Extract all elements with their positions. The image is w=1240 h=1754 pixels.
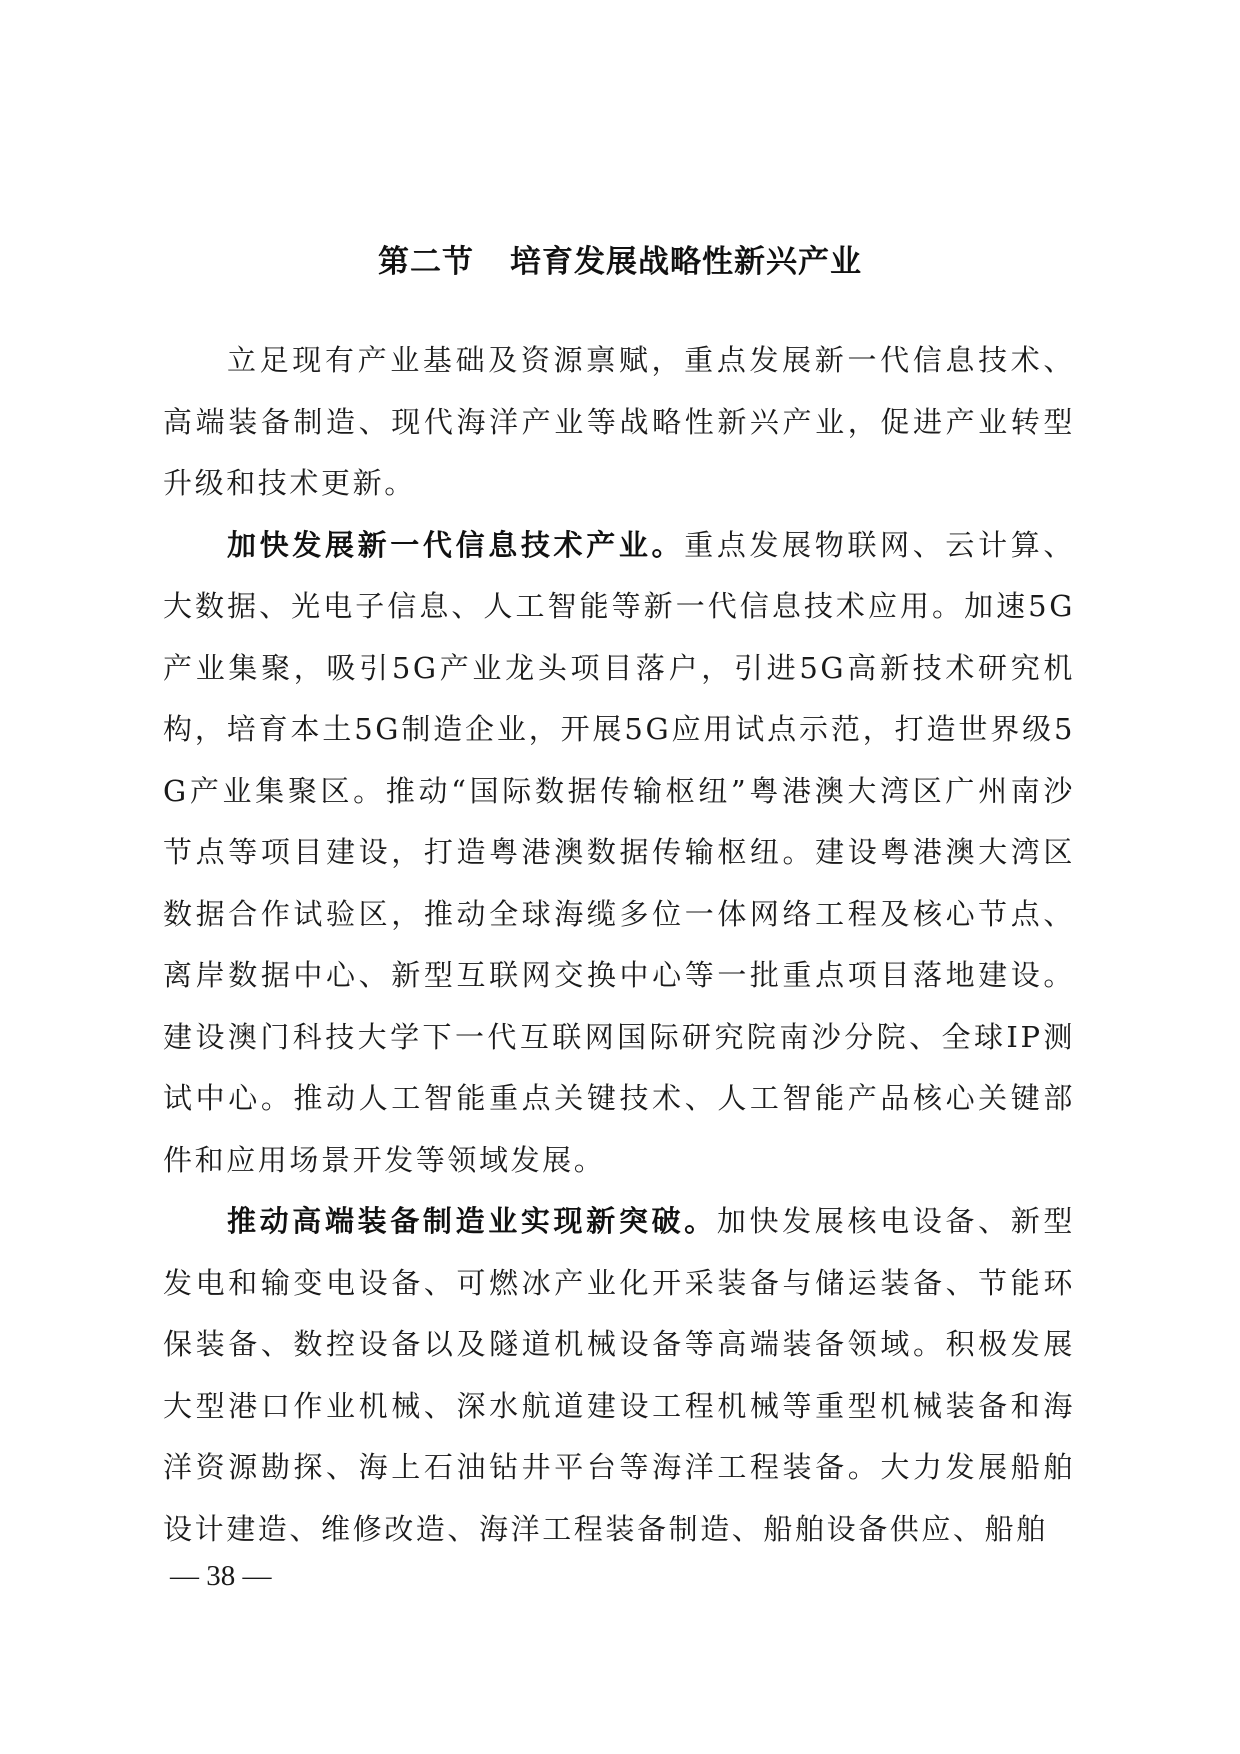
paragraph-lead: 推动高端装备制造业实现新突破。 [227,1204,717,1238]
paragraph-text: 重点发展物联网、云计算、大数据、光电子信息、人工智能等新一代信息技术应用。加速5G产业集聚，吸引5G产业龙头项目落户，引进5G高新技术研究机构，培育本土5G制造企业，开展5G应用试点示范，打造世界级5G产业集聚区。推动“国际数据传输枢纽”粤港澳大湾区广州南沙节点等项目建设，打造粤港澳数据传输枢纽。建设粤港澳大湾区数据合作试验区，推动全球海缆多位一体网络工程及核心节点、离岸数据中心、新型互联网交换中心等一批重点项目落地建设。建设澳门科技大学下一代互联网国际研究院南沙分院、全球IP测试中心。推动人工智能重点关键技术、人工智能产品核心关键部件和应用场景开发等领域发展。 [163,527,1075,1177]
paragraph-text: 立足现有产业基础及资源禀赋，重点发展新一代信息技术、高端装备制造、现代海洋产业等战略性新兴产业，促进产业转型升级和技术更新。 [163,343,1075,500]
paragraph-information-technology [163,515,1075,1192]
paragraph-high-end-equipment [163,1191,1075,1560]
paragraph-intro [163,330,1075,515]
paragraph-text: 加快发展核电设备、新型发电和输变电设备、可燃冰产业化开采装备与储运装备、节能环保装备、数控设备以及隧道机械设备等高端装备领域。积极发展大型港口作业机械、深水航道建设工程机械等重型机械装备和海洋资源勘探、海上石油钻井平台等海洋工程装备。大力发展船舶设计建造、维修改造、海洋工程装备制造、船舶设备供应、船舶 [163,1204,1075,1546]
section-title [0,238,1240,286]
body-text [163,330,1075,1560]
paragraph-lead: 加快发展新一代信息技术产业。 [227,527,685,562]
page-number: — 38 — [170,1560,272,1592]
section-title-text: 培育发展战略性新兴产业 [510,244,862,280]
section-number: 第二节 [378,244,474,280]
